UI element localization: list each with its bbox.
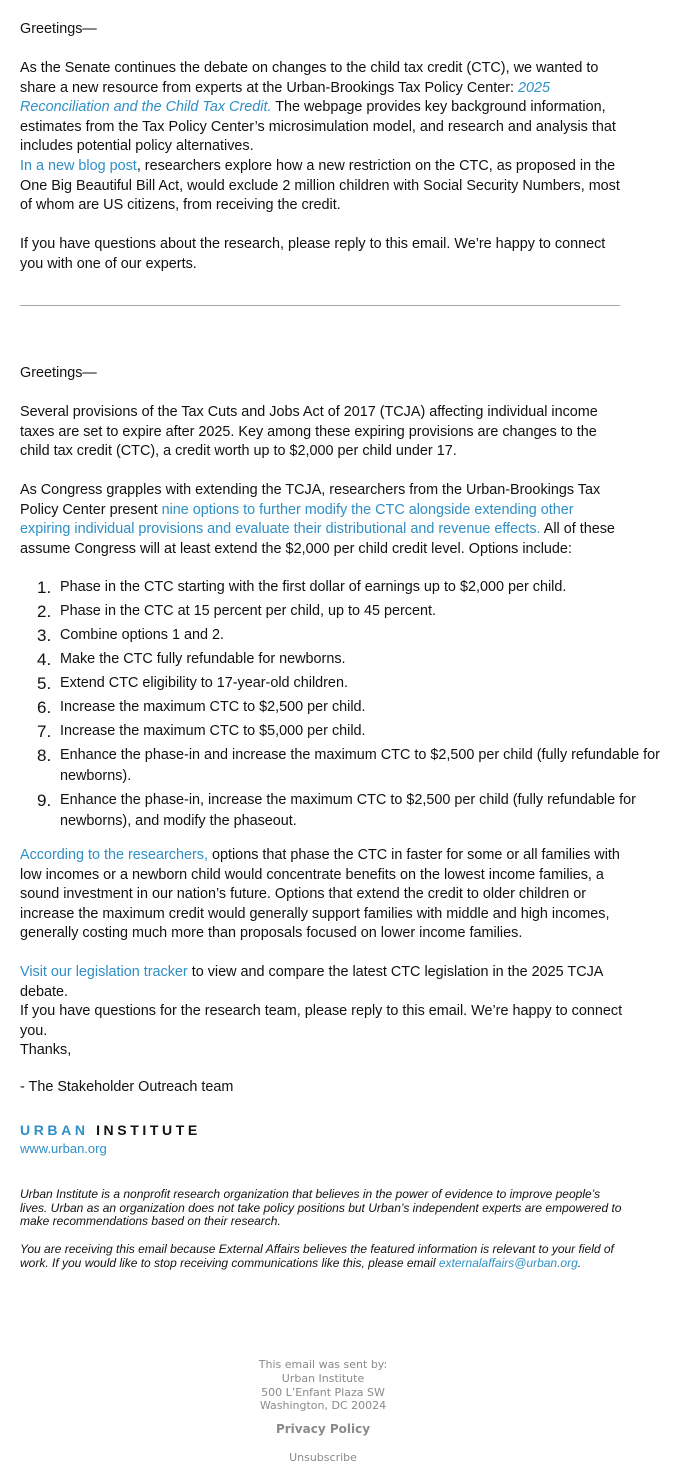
list-item-text: Phase in the CTC at 15 percent per child, up to 45 percent. bbox=[60, 603, 436, 619]
email2-paragraph-1: Several provisions of the Tax Cuts and Jobs Act of 2017 (TCJA) affecting individual income taxes are set to expire after 2025. Key among these expiring provisions are changes to the child tax credit (CTC), a credit worth up to $2,000 per child under 17. bbox=[20, 404, 598, 460]
email1-paragraph-3: If you have questions about the research, please reply to this email. We’re happy to connect you with one of our experts. bbox=[20, 236, 606, 272]
logo-word-urban: URBAN bbox=[20, 1122, 89, 1138]
list-item-text: Enhance the phase-in, increase the maximum CTC to $2,500 per child (fully refundable for newborns), and modify the phaseout. bbox=[60, 792, 636, 829]
list-item-text: Make the CTC fully refundable for newborns. bbox=[60, 651, 346, 667]
list-item-number: 2. bbox=[37, 602, 52, 621]
footer-sent-by: This email was sent by: bbox=[258, 1358, 388, 1371]
list-item bbox=[37, 601, 660, 622]
list-item bbox=[37, 721, 660, 742]
unsubscribe-link[interactable]: Unsubscribe bbox=[289, 1451, 357, 1464]
footer-unsubscribe bbox=[0, 1451, 646, 1465]
according-researchers-link[interactable]: According to the researchers, bbox=[20, 847, 208, 863]
email1-paragraph-2 bbox=[20, 157, 624, 216]
email1-paragraph-2-text: , researchers explore how a new restriction on the CTC, as proposed in the One Big Beautiful Bill Act, would exclude 2 million children with Social Security Numbers, most of whom are US citizens, from receiving the credit. bbox=[20, 158, 620, 214]
list-item-number: 8. bbox=[37, 746, 52, 765]
list-item-number: 6. bbox=[37, 698, 52, 717]
email1-greeting: Greetings— bbox=[20, 21, 97, 37]
email2-paragraph-2-text: As Congress grapples with extending the TCJA, researchers from the Urban-Brookings Tax Policy Center present bbox=[20, 482, 601, 518]
email1-paragraph-1 bbox=[20, 59, 624, 157]
list-item bbox=[37, 577, 660, 598]
list-item-text: Phase in the CTC starting with the first dollar of earnings up to $2,000 per child. bbox=[60, 579, 567, 595]
website-link[interactable]: www.urban.org bbox=[20, 1141, 107, 1156]
about-disclaimer: Urban Institute is a nonprofit research organization that believes in the power of evidence to improve people’s lives. Urban as an organization does not take policy positions but Urban’s independent experts are empowered to make recommendations based on their research. bbox=[20, 1187, 622, 1229]
email-divider bbox=[20, 305, 620, 306]
list-item bbox=[37, 697, 660, 718]
receiving-disclaimer-end: . bbox=[577, 1255, 582, 1270]
list-item-text: Increase the maximum CTC to $5,000 per child. bbox=[60, 723, 366, 739]
receiving-disclaimer bbox=[20, 1243, 624, 1270]
list-item-number: 3. bbox=[37, 626, 52, 645]
privacy-policy-link[interactable]: Privacy Policy bbox=[275, 1422, 371, 1436]
email1-paragraph-1-text: As the Senate continues the debate on changes to the child tax credit (CTC), we wanted to share a new resource from experts at the Urban-Brookings Tax Policy Center: bbox=[20, 60, 599, 96]
email2-paragraph-5: If you have questions for the research team, please reply to this email. We’re happy to connect you. bbox=[20, 1003, 623, 1039]
email1-paragraph-1-text-end: The webpage provides key background information, estimates from the Tax Policy Center’s microsimulation model, and research and analysis that includes potential policy alternatives. bbox=[20, 99, 616, 155]
list-item bbox=[37, 745, 660, 787]
list-item-number: 5. bbox=[37, 674, 52, 693]
footer-privacy bbox=[0, 1423, 646, 1437]
email2-paragraph-2 bbox=[20, 481, 624, 559]
list-item-text: Enhance the phase-in and increase the maximum CTC to $2,500 per child (fully refundable for newborns). bbox=[60, 747, 660, 784]
email2-thanks: Thanks, bbox=[20, 1042, 72, 1058]
receiving-disclaimer-text: You are receiving this email because External Affairs believes the featured information is relevant to your field of work. If you would like to stop receiving communications like this, please email bbox=[20, 1242, 614, 1270]
reconciliation-ctc-link[interactable]: 2025 Reconciliation and the Child Tax Credit. bbox=[20, 79, 551, 116]
list-item bbox=[37, 790, 660, 832]
urban-institute-logo[interactable] bbox=[20, 1122, 201, 1138]
list-item-text: Extend CTC eligibility to 17-year-old children. bbox=[60, 675, 348, 691]
options-list bbox=[20, 577, 660, 835]
email2-paragraph-4-text: to view and compare the latest CTC legislation in the 2025 TCJA debate. bbox=[20, 964, 603, 1000]
logo-word-institute: INSTITUTE bbox=[96, 1122, 201, 1138]
list-item bbox=[37, 649, 660, 670]
email2-paragraph-3 bbox=[20, 846, 624, 944]
email2-greeting: Greetings— bbox=[20, 365, 97, 381]
email2-paragraph-2-text-end: All of these assume Congress will at least extend the $2,000 per child credit level. Options include: bbox=[20, 521, 615, 557]
footer-address-line-2: Washington, DC 20024 bbox=[259, 1399, 387, 1413]
list-item-number: 4. bbox=[37, 650, 52, 669]
nine-options-link[interactable]: nine options to further modify the CTC alongside extending other expiring individual provisions and evaluate their distributional and revenue effects. bbox=[20, 501, 574, 538]
email2-paragraph-4 bbox=[20, 963, 624, 1002]
list-item-number: 7. bbox=[37, 722, 52, 741]
blog-post-link[interactable]: In a new blog post bbox=[20, 158, 137, 174]
email2-signature: - The Stakeholder Outreach team bbox=[20, 1079, 234, 1095]
email2-paragraph-3-text: options that phase the CTC in faster for some or all families with low incomes or a newborn child would concentrate benefits on the lowest income families, a sound investment in our nation’s future. Options that extend the credit to older children or increase the maximum credit would generally support families with middle and high incomes, generally costing much more than proposals focused on lower income families. bbox=[20, 847, 620, 942]
list-item-number: 9. bbox=[37, 791, 52, 810]
list-item-text: Increase the maximum CTC to $2,500 per child. bbox=[60, 699, 366, 715]
footer-address-line-1: 500 L’Enfant Plaza SW bbox=[261, 1385, 385, 1399]
external-affairs-email-link[interactable]: externalaffairs@urban.org bbox=[438, 1255, 578, 1270]
list-item-number: 1. bbox=[37, 578, 52, 597]
list-item bbox=[37, 673, 660, 694]
footer-org: Urban Institute bbox=[281, 1371, 365, 1385]
list-item bbox=[37, 625, 660, 646]
legislation-tracker-link[interactable]: Visit our legislation tracker bbox=[20, 964, 188, 980]
footer-address bbox=[0, 1358, 646, 1413]
list-item-text: Combine options 1 and 2. bbox=[60, 627, 225, 643]
